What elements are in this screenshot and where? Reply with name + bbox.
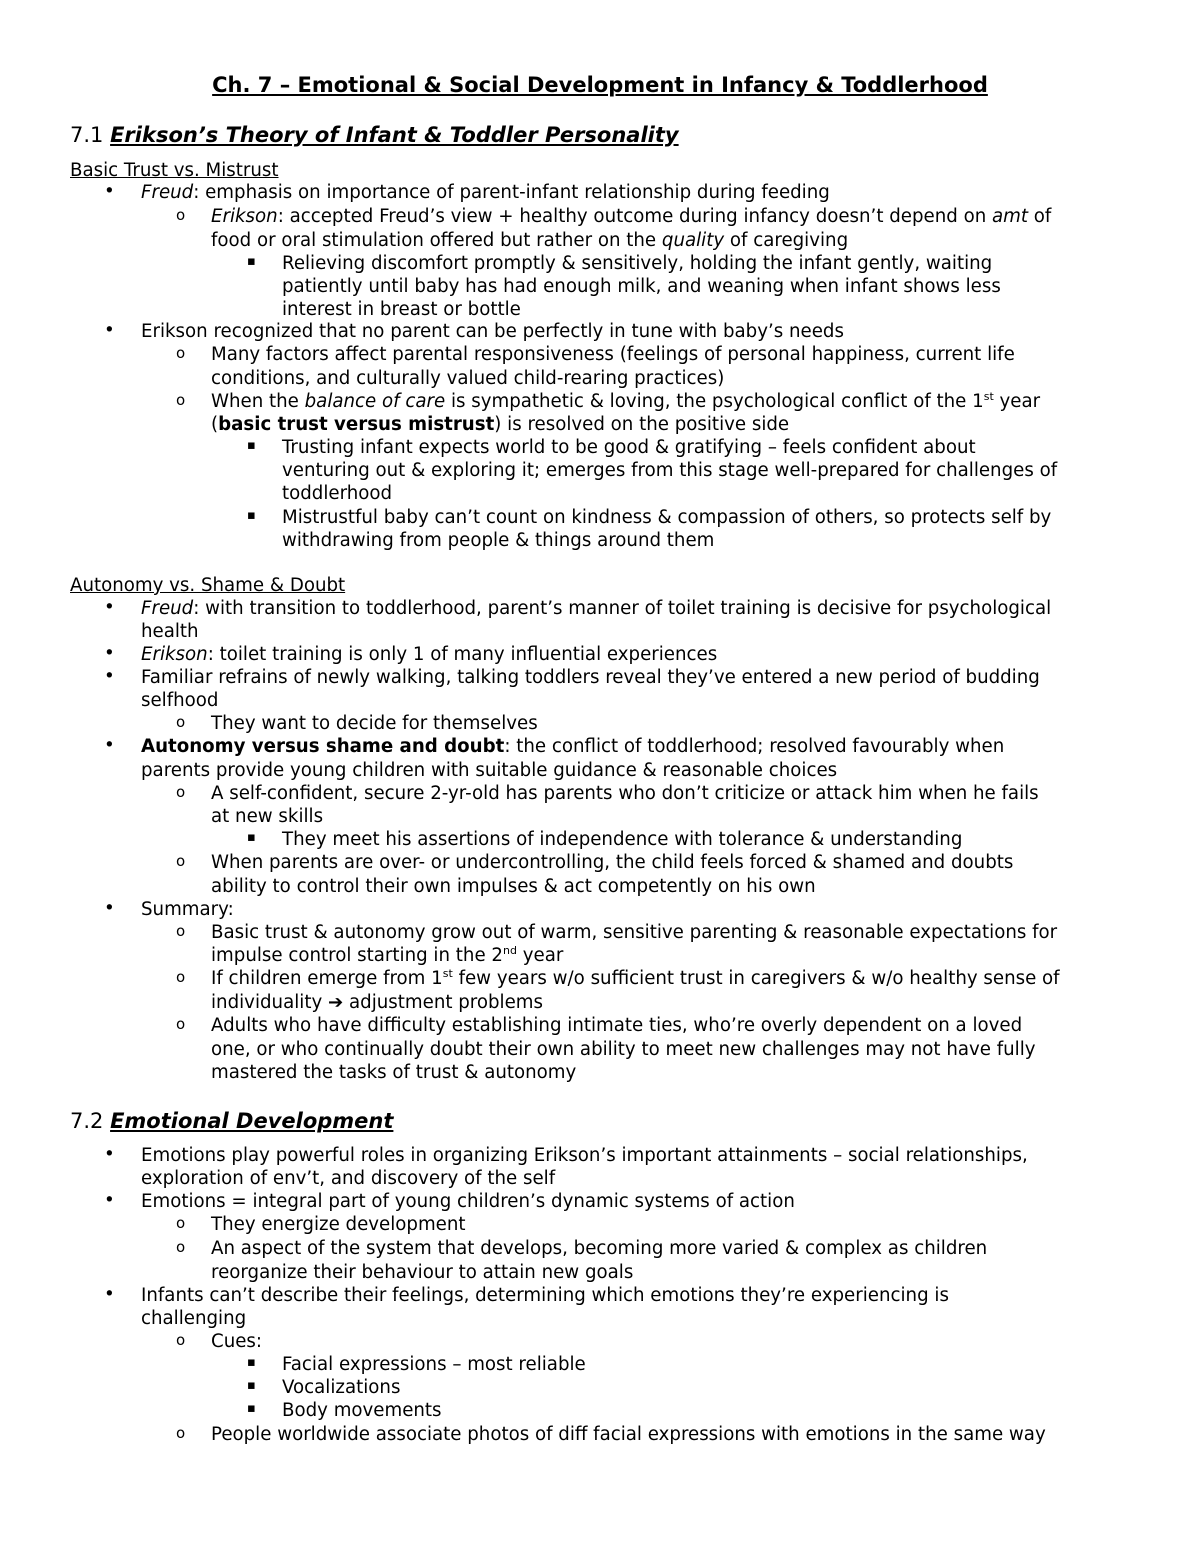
section-heading: [70, 121, 679, 149]
bullet: o: [176, 206, 186, 224]
list-item: When parents are over- or undercontrolling, the child feels forced & shamed and doubts: [211, 852, 1014, 873]
list-item: Relieving discomfort promptly & sensitively, holding the infant gently, waiting: [282, 253, 993, 274]
superscript: st: [983, 389, 994, 403]
bullet: •: [104, 1144, 115, 1165]
list-item: [141, 181, 830, 205]
text: year: [516, 945, 564, 966]
list-item: Familiar refrains of newly walking, talking toddlers reveal they’ve entered a new period of budding: [141, 667, 1040, 688]
text: food or oral stimulation offered but rather on the: [211, 230, 662, 251]
section-name: Emotional Development: [110, 1109, 394, 1133]
list-item-cont: health: [141, 621, 199, 642]
list-item-cont: at new skills: [211, 806, 324, 827]
section-number: 7.2: [70, 1109, 111, 1133]
bullet: •: [104, 181, 115, 202]
bullet: o: [176, 968, 186, 986]
bullet: o: [176, 783, 186, 801]
bullet: ▪: [247, 508, 256, 523]
term: balance of care: [304, 391, 446, 412]
list-item: Trusting infant expects world to be good & gratifying – feels confident about: [282, 437, 976, 458]
bullet: •: [104, 597, 115, 618]
bullet: o: [176, 1015, 186, 1033]
list-item: Facial expressions – most reliable: [282, 1354, 586, 1375]
superscript: nd: [503, 943, 517, 957]
list-item: Body movements: [282, 1400, 442, 1421]
bullet: o: [176, 391, 186, 409]
bullet: o: [176, 922, 186, 940]
bullet: •: [104, 666, 115, 687]
text: When the: [211, 391, 305, 412]
bullet: o: [176, 1424, 186, 1442]
section-name: Erikson’s Theory of Infant & Toddler Personality: [110, 123, 679, 147]
list-item-cont: ability to control their own impulses & act competently on his own: [211, 876, 816, 897]
text: If children emerge from 1: [211, 968, 443, 989]
term: Erikson: [211, 206, 278, 227]
text: : toilet training is only 1 of many influential experiences: [207, 644, 718, 665]
text: : the conflict of toddlerhood; resolved favourably when: [504, 736, 1005, 757]
bullet: o: [176, 1331, 186, 1349]
term: basic trust versus mistrust: [218, 414, 495, 435]
list-item-cont: interest in breast or bottle: [282, 299, 521, 320]
list-item: Vocalizations: [282, 1377, 401, 1398]
list-item-cont: parents provide young children with suitable guidance & reasonable choices: [141, 760, 838, 781]
list-item-cont: selfhood: [141, 690, 219, 711]
list-item-cont: toddlerhood: [282, 483, 393, 504]
section-heading: [70, 1107, 393, 1135]
text: of: [1028, 206, 1052, 227]
list-item: People worldwide associate photos of diff facial expressions with emotions in the same way: [211, 1424, 1046, 1445]
term: Autonomy versus shame and doubt: [141, 736, 505, 757]
term: amt: [992, 206, 1029, 227]
list-item: They meet his assertions of independence with tolerance & understanding: [282, 829, 963, 850]
bullet: o: [176, 852, 186, 870]
text: ) is resolved on the positive side: [494, 414, 790, 435]
text: individuality: [211, 992, 328, 1013]
text: few years w/o sufficient trust in caregivers & w/o healthy sense of: [452, 968, 1060, 989]
text: impulse control starting in the 2: [211, 945, 503, 966]
list-item-cont: [211, 229, 848, 253]
term: Freud: [141, 182, 194, 203]
list-item: Emotions play powerful roles in organizing Erikson’s important attainments – social relationships,: [141, 1145, 1028, 1166]
list-item: [141, 735, 1004, 759]
superscript: st: [442, 966, 453, 980]
text: is sympathetic & loving, the psychological conflict of the 1: [445, 391, 984, 412]
list-item: Infants can’t describe their feelings, determining which emotions they’re experiencing is: [141, 1285, 949, 1306]
list-item: Emotions = integral part of young children’s dynamic systems of action: [141, 1191, 795, 1212]
list-item: An aspect of the system that develops, becoming more varied & complex as children: [211, 1238, 988, 1259]
text: : with transition to toddlerhood, parent’s manner of toilet training is decisive for psychological: [193, 598, 1052, 619]
list-item: They energize development: [211, 1214, 466, 1235]
list-item-cont: [211, 991, 543, 1015]
bullet: o: [176, 1238, 186, 1256]
list-item-cont: one, or who continually doubt their own ability to meet new challenges may not have fully: [211, 1039, 1036, 1060]
section-number: 7.1: [70, 123, 111, 147]
term: Erikson: [141, 644, 208, 665]
term: Freud: [141, 598, 194, 619]
bullet: •: [104, 898, 115, 919]
list-item-cont: reorganize their behaviour to attain new goals: [211, 1262, 634, 1283]
list-item-cont: patiently until baby has had enough milk, and weaning when infant shows less: [282, 276, 1001, 297]
list-item: [211, 967, 1060, 991]
bullet: o: [176, 344, 186, 362]
bullet: ▪: [247, 1401, 256, 1416]
list-item: [211, 390, 1040, 414]
bullet: ▪: [247, 254, 256, 269]
bullet: ▪: [247, 438, 256, 453]
text: : emphasis on importance of parent-infant relationship during feeding: [193, 182, 830, 203]
list-item: Adults who have difficulty establishing intimate ties, who’re overly dependent on a loved: [211, 1015, 1023, 1036]
bullet: •: [104, 320, 115, 341]
list-item: [211, 205, 1051, 229]
list-item: Erikson recognized that no parent can be perfectly in tune with baby’s needs: [141, 321, 844, 342]
list-item-cont: mastered the tasks of trust & autonomy: [211, 1062, 577, 1083]
list-item: A self-confident, secure 2-yr-old has parents who don’t criticize or attack him when he fails: [211, 783, 1039, 804]
bullet: ▪: [247, 1378, 256, 1393]
list-item: Many factors affect parental responsiveness (feelings of personal happiness, current life: [211, 344, 1015, 365]
list-item-cont: exploration of env’t, and discovery of the self: [141, 1168, 556, 1189]
list-item: Basic trust & autonomy grow out of warm, sensitive parenting & reasonable expectations for: [211, 922, 1058, 943]
arrow-icon: ➔: [328, 992, 344, 1013]
bullet: •: [104, 643, 115, 664]
subheading: Basic Trust vs. Mistrust: [70, 160, 279, 181]
list-item-cont: withdrawing from people & things around them: [282, 530, 715, 551]
list-item: Mistrustful baby can’t count on kindness & compassion of others, so protects self by: [282, 507, 1052, 528]
text: adjustment problems: [343, 992, 543, 1013]
bullet: o: [176, 713, 186, 731]
page-title: Ch. 7 – Emotional & Social Development in Infancy & Toddlerhood: [212, 73, 988, 97]
list-item-cont: [211, 944, 563, 968]
subheading: Autonomy vs. Shame & Doubt: [70, 575, 346, 596]
text: : accepted Freud’s view + healthy outcome during infancy doesn’t depend on: [277, 206, 993, 227]
text: year: [993, 391, 1041, 412]
list-item-cont: conditions, and culturally valued child-rearing practices): [211, 368, 725, 389]
bullet: •: [104, 1284, 115, 1305]
list-item-cont: [211, 413, 789, 437]
bullet: ▪: [247, 1355, 256, 1370]
bullet: •: [104, 1190, 115, 1211]
text: (: [211, 414, 219, 435]
bullet: o: [176, 1214, 186, 1232]
bullet: •: [104, 735, 115, 756]
list-item: They want to decide for themselves: [211, 713, 538, 734]
list-item: Summary:: [141, 899, 234, 920]
text: of caregiving: [724, 230, 849, 251]
list-item: Cues:: [211, 1331, 263, 1352]
list-item: [141, 643, 717, 667]
term: quality: [661, 230, 725, 251]
list-item-cont: challenging: [141, 1308, 247, 1329]
bullet: ▪: [247, 830, 256, 845]
list-item-cont: venturing out & exploring it; emerges from this stage well-prepared for challenges of: [282, 460, 1058, 481]
list-item: [141, 597, 1051, 621]
